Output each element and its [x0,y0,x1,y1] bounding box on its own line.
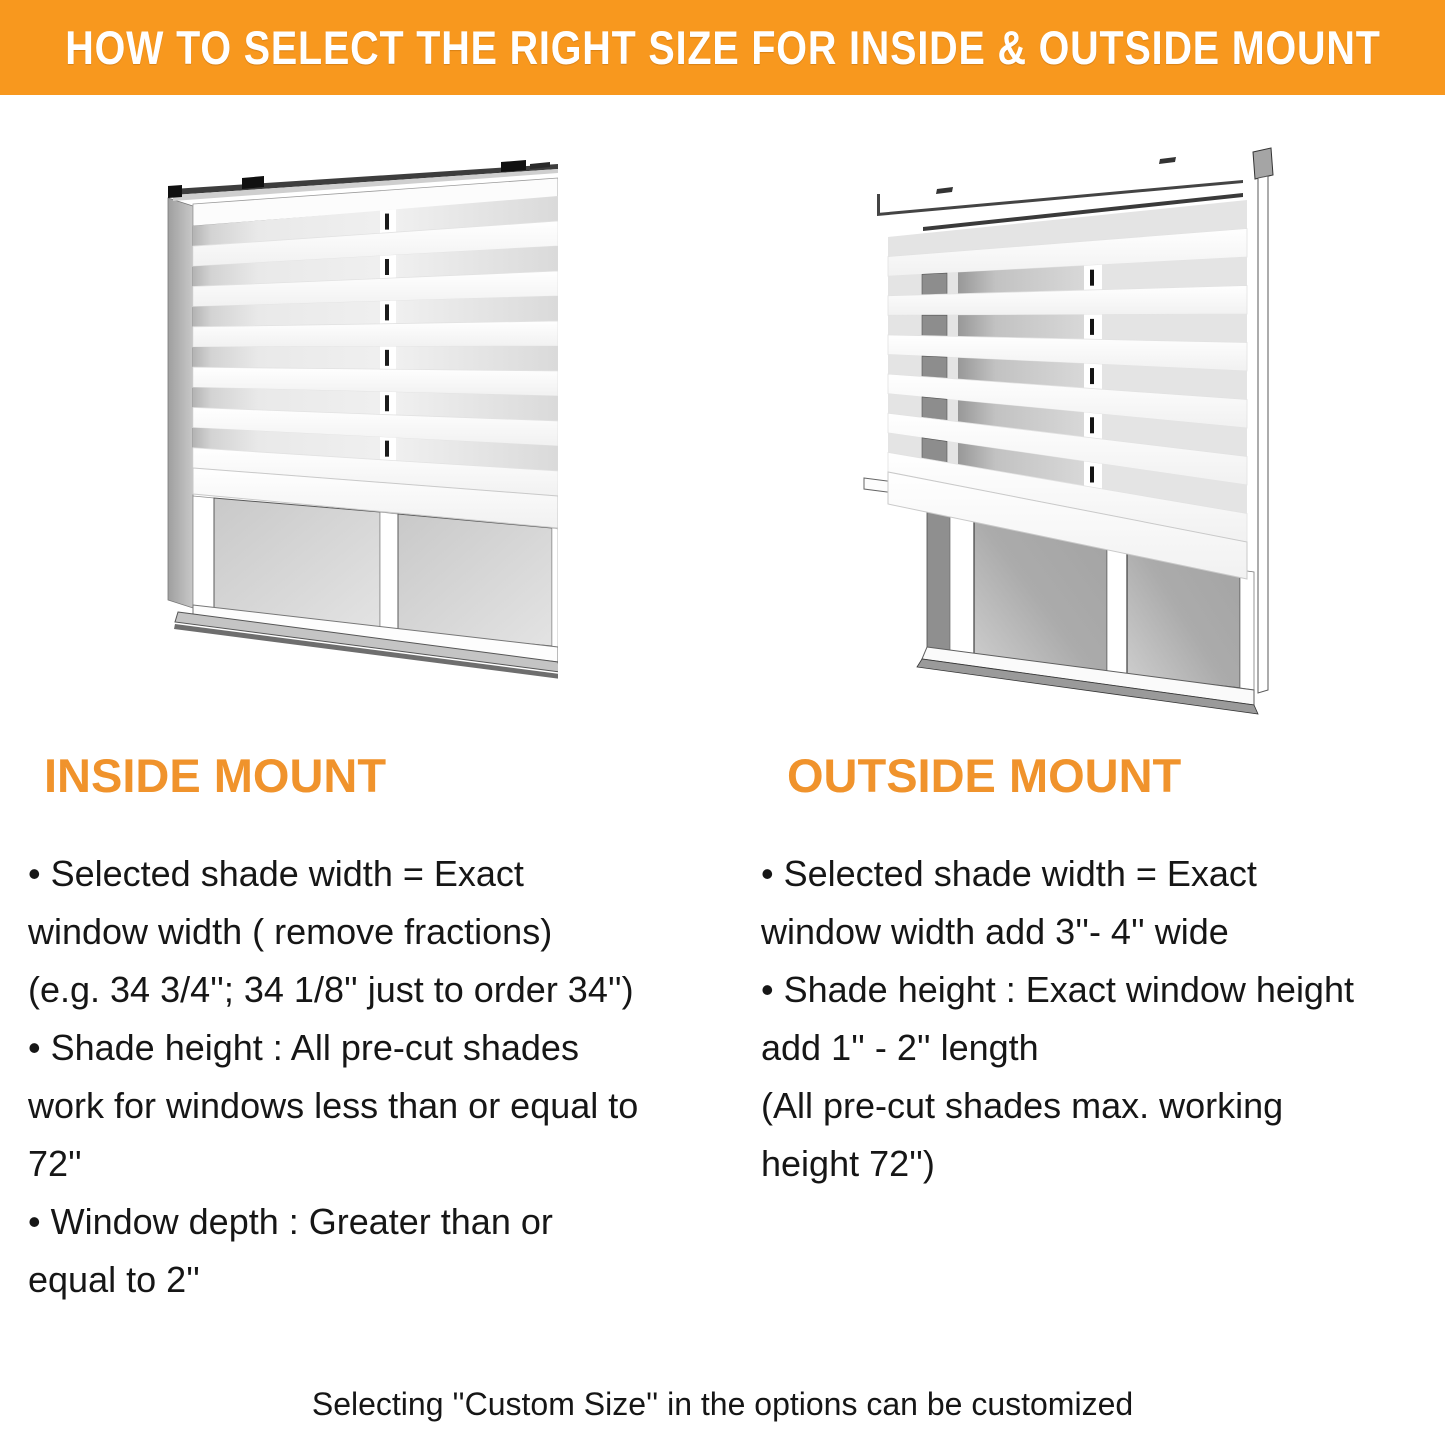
instruction-line: add 1'' - 2'' length [761,1027,1039,1068]
inside-mount-instructions [28,845,738,1309]
shade-cord-tick [385,304,389,320]
inside-mount-window-illustration-icon [158,156,558,681]
shade-cord-tick [385,350,389,366]
instruction-line: window width ( remove fractions) [28,911,553,952]
zebra-shade-stripes [193,196,558,528]
shade-cord-tick [1090,466,1094,482]
soffit-edge [877,194,880,215]
instruction-line: height 72'') [761,1143,935,1184]
outside-mount-figure [862,142,1282,717]
instruction-line: • Selected shade width = Exact [761,853,1257,894]
window-glass-behind [958,315,1084,339]
shade-cord-tick [385,259,389,275]
window-glass-behind [922,315,947,336]
instruction-line: 72'' [28,1143,82,1184]
screw-slot-icon [936,187,953,194]
title-banner [0,0,1445,95]
shade-cord-tick [1090,319,1094,335]
shade-cord-tick [385,214,389,230]
window-frame-right [1240,570,1254,690]
instruction-line: • Shade height : All pre-cut shades [28,1027,579,1068]
outside-mount-heading: OUTSIDE MOUNT [787,749,1182,802]
instruction-line: window width add 3''- 4'' wide [761,911,1229,952]
glass-pane [398,514,552,646]
inside-mount-figure [158,156,558,681]
window-glass-behind [922,273,947,295]
window-frame-right [552,528,558,647]
instruction-line: (All pre-cut shades max. working [761,1085,1284,1126]
window-glass-behind [922,356,947,378]
window-frame-left [193,496,214,609]
sheer-stripe [193,346,558,371]
shade-cord-tick [385,441,389,457]
outside-mount-window-illustration-icon [862,142,1282,717]
mounting-bracket-icon [1253,148,1273,179]
mounting-clip-icon [242,176,264,189]
window-mullion [380,512,398,632]
instruction-line: equal to 2'' [28,1259,200,1300]
page-title: HOW TO SELECT THE RIGHT SIZE FOR INSIDE & OUTSIDE MOUNT [64,21,1381,74]
shade-cord-tick [1090,270,1094,286]
shade-cord-tick [385,395,389,411]
instruction-line: • Shade height : Exact window height [761,969,1354,1010]
instruction-line: (e.g. 34 3/4''; 34 1/8'' just to order 34'') [28,969,634,1010]
window-jamb [168,198,193,608]
shade-cord-tick [1090,417,1094,433]
rail-end-cap [168,185,182,198]
window-lower-sash [174,496,558,679]
screw-slot-icon [1159,157,1176,164]
instruction-line: work for windows less than or equal to [28,1085,639,1126]
mounting-clip-icon [501,160,526,172]
shade-cord-tick [1090,368,1094,384]
instruction-line: • Window depth : Greater than or [28,1201,553,1242]
window-glass-behind [922,397,947,420]
outside-mount-instructions [761,845,1441,1193]
custom-size-footnote: Selecting ''Custom Size'' in the options can be customized [311,1386,1134,1422]
inside-mount-heading: INSIDE MOUNT [44,749,387,802]
instruction-line: • Selected shade width = Exact [28,853,524,894]
wall-corner-strip [1258,176,1268,693]
